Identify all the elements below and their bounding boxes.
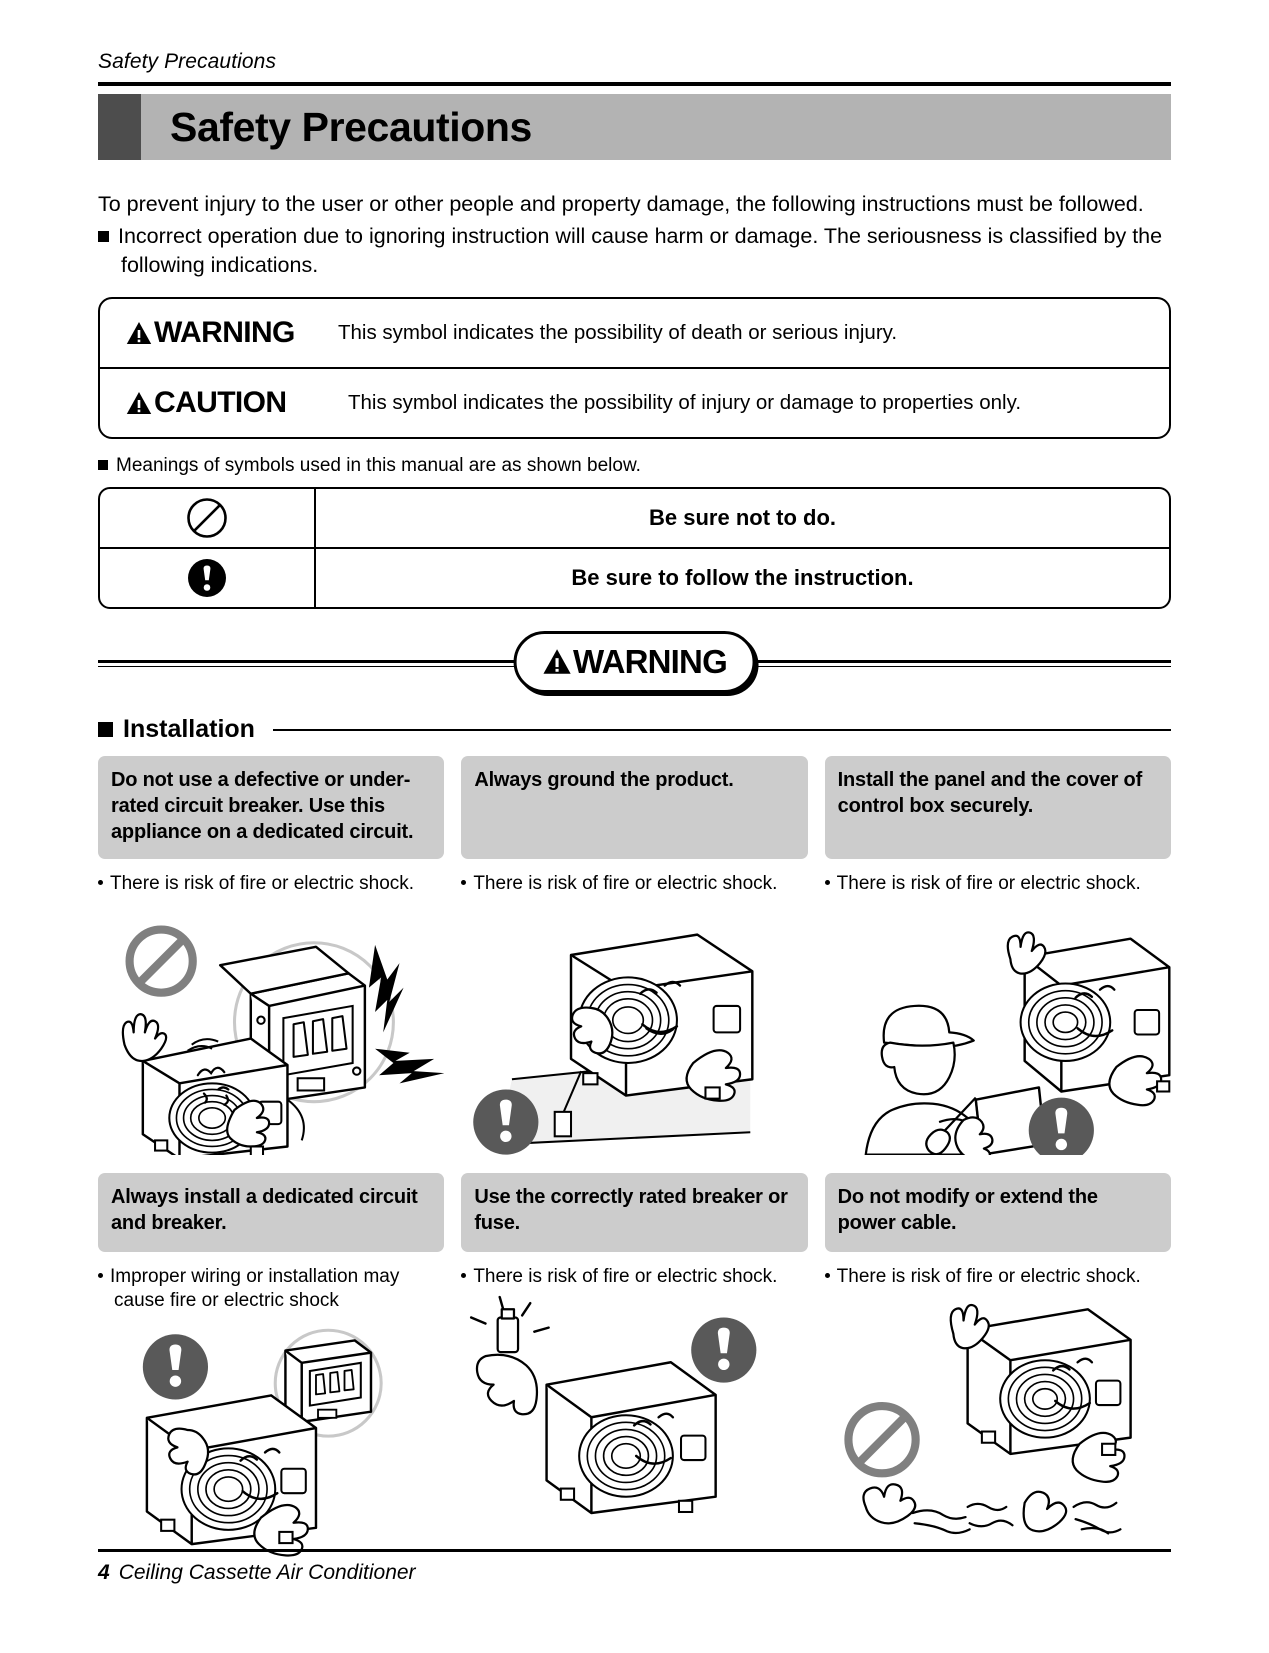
section-header-installation	[98, 715, 1171, 744]
symbol-cell-prohibition	[100, 489, 316, 547]
filled-square-icon	[98, 460, 108, 470]
filled-square-icon	[98, 722, 113, 737]
warning-banner	[98, 631, 1171, 693]
card-install-panel-cover	[825, 756, 1171, 1155]
card-heading: Always ground the product.	[461, 756, 807, 859]
symbol-text-instruction: Be sure to follow the instruction.	[571, 564, 914, 590]
grounded-outdoor-unit-illustration	[461, 900, 807, 1155]
prohibition-circle-icon	[130, 930, 193, 993]
exclamation-filled-icon	[143, 1334, 208, 1399]
warning-banner-text: WARNING	[573, 642, 727, 680]
card-heading: Do not modify or extend the power cable.	[825, 1173, 1171, 1252]
bullet-dot-icon	[461, 1273, 466, 1278]
definition-row-warning	[100, 299, 1169, 367]
card-dedicated-circuit-breaker	[98, 1173, 444, 1572]
warning-triangle-icon	[126, 321, 152, 345]
page-title-bar	[98, 94, 1171, 160]
filled-square-icon	[98, 231, 109, 242]
card-heading: Install the panel and the cover of control box securely.	[825, 756, 1171, 859]
card-note	[98, 872, 444, 896]
card-note-text: There is risk of fire or electric shock.	[836, 872, 1141, 894]
header-rule	[98, 82, 1171, 86]
warning-label	[126, 316, 338, 350]
prohibition-circle-icon	[848, 1406, 915, 1473]
intro-bullet-line	[98, 222, 1171, 281]
table-row	[100, 489, 1169, 547]
meanings-line	[98, 455, 1171, 477]
technician-panel-cover-illustration	[825, 900, 1171, 1155]
footer-text	[98, 1561, 1171, 1585]
section-divider	[273, 729, 1171, 731]
rated-fuse-illustration	[461, 1293, 807, 1548]
page-number: 4	[98, 1561, 110, 1584]
illustration-svg	[461, 900, 807, 1155]
footer-rule	[98, 1549, 1171, 1552]
card-note-text: There is risk of fire or electric shock.	[473, 872, 778, 894]
card-correctly-rated-breaker	[461, 1173, 807, 1572]
cards-grid-row-1	[98, 756, 1171, 1155]
warning-description: This symbol indicates the possibility of death or serious injury.	[338, 320, 898, 344]
section-title: Installation	[123, 714, 255, 743]
running-head: Safety Precautions	[98, 50, 277, 73]
card-note	[825, 1265, 1171, 1289]
card-do-not-use-defective-breaker	[98, 756, 444, 1155]
illustration-svg	[825, 900, 1171, 1155]
page-footer	[98, 1549, 1171, 1585]
card-note	[461, 872, 807, 896]
caution-label	[126, 386, 348, 420]
card-heading: Use the correctly rated breaker or fuse.	[461, 1173, 807, 1252]
card-note-text: There is risk of fire or electric shock.	[836, 1265, 1141, 1287]
definition-row-caution	[100, 367, 1169, 437]
intro-bullet-text: Incorrect operation due to ignoring instruction will cause harm or damage. The seriousness is classified by the following indications.	[118, 223, 1163, 278]
symbol-text-prohibition: Be sure not to do.	[649, 504, 836, 530]
bullet-dot-icon	[98, 1273, 103, 1278]
title-accent-tab	[98, 94, 141, 160]
card-note-text: Improper wiring or installation may cause fire or electric shock	[110, 1265, 400, 1312]
card-heading: Do not use a defective or under-rated circuit breaker. Use this appliance on a dedicated circuit.	[98, 756, 444, 859]
card-note	[98, 1265, 444, 1314]
illustration-svg	[98, 1318, 444, 1573]
meanings-text: Meanings of symbols used in this manual are as shown below.	[116, 454, 641, 476]
warning-banner-pill	[513, 631, 756, 693]
bullet-dot-icon	[825, 1273, 830, 1278]
symbol-cell-instruction	[100, 549, 316, 607]
caution-label-text: CAUTION	[154, 385, 287, 419]
caution-description: This symbol indicates the possibility of injury or damage to properties only.	[348, 390, 1022, 414]
dedicated-circuit-breaker-illustration	[98, 1318, 444, 1573]
exclamation-filled-icon	[186, 557, 228, 599]
bullet-dot-icon	[461, 880, 466, 885]
card-note-text: There is risk of fire or electric shock.	[473, 1265, 778, 1287]
card-always-ground-product	[461, 756, 807, 1155]
prohibition-circle-icon	[186, 497, 228, 539]
bullet-dot-icon	[825, 880, 830, 885]
illustration-svg	[825, 1293, 1171, 1548]
page-title: Safety Precautions	[170, 103, 532, 150]
modified-power-cable-illustration	[825, 1293, 1171, 1548]
exclamation-filled-icon	[692, 1318, 757, 1383]
exclamation-filled-icon	[474, 1090, 539, 1155]
warning-triangle-icon	[126, 391, 152, 415]
bullet-dot-icon	[98, 880, 103, 885]
warning-triangle-icon	[542, 648, 571, 675]
card-note	[825, 872, 1171, 896]
cards-grid-row-2	[98, 1173, 1171, 1572]
illustration-svg	[98, 900, 444, 1155]
card-heading: Always install a dedicated circuit and breaker.	[98, 1173, 444, 1252]
card-note-text: There is risk of fire or electric shock.	[110, 872, 415, 894]
table-row	[100, 547, 1169, 607]
definitions-box	[98, 297, 1171, 439]
intro-block	[98, 190, 1171, 281]
intro-paragraph: To prevent injury to the user or other people and property damage, the following instructions must be followed.	[98, 192, 1144, 216]
breaker-panel-sparks-illustration	[98, 900, 444, 1155]
warning-label-text: WARNING	[154, 315, 295, 349]
illustration-svg	[461, 1293, 807, 1548]
product-name: Ceiling Cassette Air Conditioner	[118, 1561, 416, 1584]
card-do-not-modify-power-cable	[825, 1173, 1171, 1572]
card-note	[461, 1265, 807, 1289]
symbols-table	[98, 487, 1171, 609]
